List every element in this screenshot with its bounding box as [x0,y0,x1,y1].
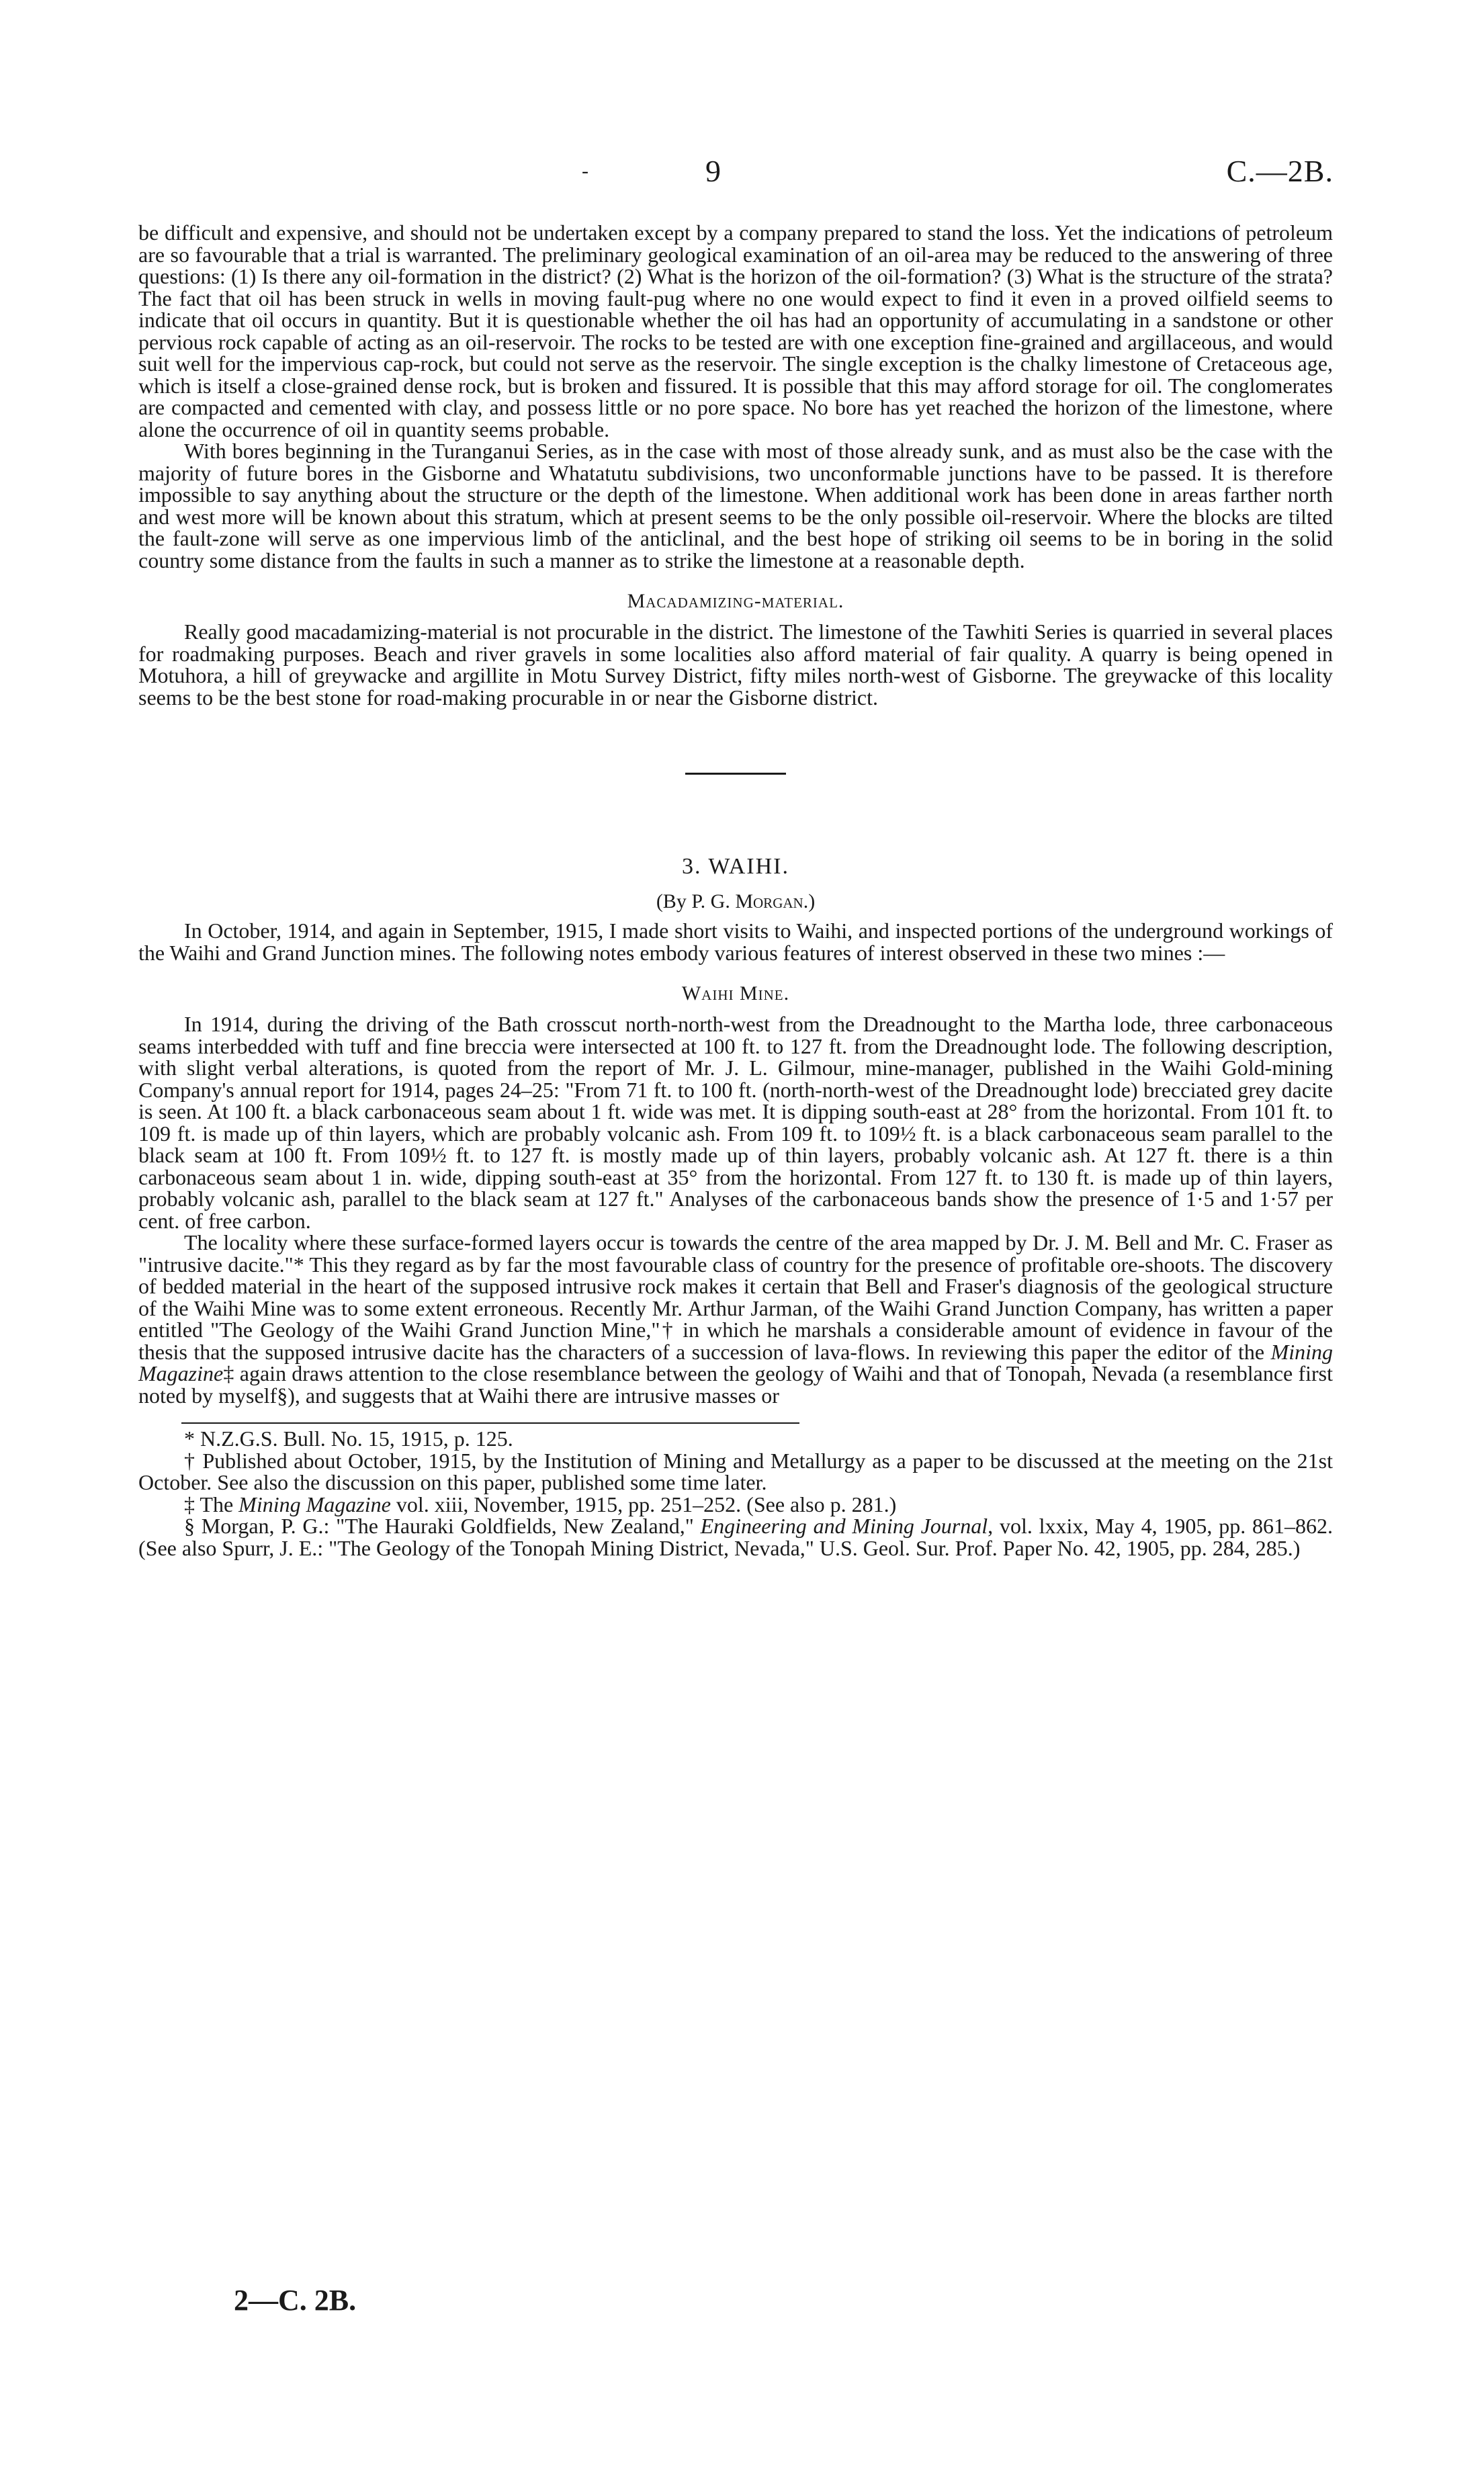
byline-suffix: .) [803,890,816,912]
document-reference: C.—2B. [1226,154,1334,188]
paragraph-intrusive-dacite [138,1232,1333,1406]
paragraph-macadamizing: Really good macadamizing-material is not procurable in the district. The limestone of the Tawhiti Series is quarried in several places for roadmaking purposes. Beach and river gravels in some localities also afford material of fair quality. A quarry is being opened in Motuhora, a hill of greywacke and argillite in Motu Survey District, fifty miles north-west of Gisborne. The greywacke of this locality seems to be the best stone for road-making procurable in or near the Gisborne district. [138,619,1333,710]
paragraph-bores: With bores beginning in the Turanganui Series, as in the case with most of those already sunk, and as must also be the case with the majority of future bores in the Gisborne and Whatatutu subdivisions, two unconformable junctions have to be passed. It is therefore impossible to say anything about the structure or the depth of the limestone. When additional work has been done in areas farther north and west more will be known about this stratum, which at present seems to be the only possible oil-reservoir. Where the blocks are tilted the fault-zone will serve as one impervious limb of the anticlinal, and the best hope of striking oil seems to be in boring in the solid country some distance from the faults in such a manner as to strike the limestone at a reasonable depth. [138,439,1333,572]
footnote-journal-title: Engineering and Mining Journal [700,1514,988,1538]
paragraph-waihi-intro: In October, 1914, and again in September, 1915, I made short visits to Waihi, and inspected portions of the underground workings of the Waihi and Grand Junction mines. The following notes embody various features of interest observed in these two mines :— [138,918,1333,965]
footnote-3 [138,1494,1333,1516]
footnote-2: † Published about October, 1915, by the Institution of Mining and Metallurgy as a paper to be discussed at the meeting on the 21st October. See also the discussion on this paper, published some time later. [138,1448,1333,1494]
paragraph-petroleum-continued: be difficult and expensive, and should not be undertaken except by a company prepared to stand the loss. Yet the indications of petroleum are so favourable that a trial is warranted. The preliminary geological examination of an oil-area may be reduced to the answering of three questions: (1) Is there any oil-formation in the district? (2) What is the horizon of the oil-formation? (3) What is the structure of the strata? The fact that oil has been struck in wells in moving fault-pug where no one would expect to find it even in a proved oilfield seems to indicate that oil occurs in quantity. But it is questionable whether the oil has had an opportunity of accumulating in a sandstone or other pervious rock capable of acting as an oil-reservoir. The rocks to be tested are with one exception fine-grained and argillaceous, and would suit well for the impervious cap-rock, but could not serve as the reservoir. The single exception is the chalky limestone of Cretaceous age, which is itself a close-grained dense rock, but is broken and fissured. It is possible that this may afford storage for oil. The conglomerates are compacted and cemented with clay, and possess little or no pore space. No bore has yet reached the horizon of the limestone, where alone the occurrence of oil in quantity seems probable. [138,220,1333,441]
header-mark: - [582,160,588,182]
byline-prefix: (By P. G. [656,890,736,912]
footnote-text-part: ‡ The [184,1492,239,1516]
footnote-divider [181,1422,799,1424]
footnote-text-part: vol. xiii, November, 1915, pp. 251–252. (See also p. 281.) [390,1492,897,1516]
byline-author: Morgan [735,890,803,912]
footnote-text-part: § Morgan, P. G.: "The Hauraki Goldfields, New Zealand," [184,1514,701,1538]
section-heading-macadamizing: Macadamizing-material. [627,590,844,612]
footnote-4 [138,1515,1333,1559]
paragraph-bath-crosscut: In 1914, during the driving of the Bath crosscut north-north-west from the Dreadnought to the Martha lode, three carbonaceous seams interbedded with tuff and fine breccia were intersected at 100 ft. to 127 ft. from the Dreadnought lode. The following description, with slight verbal alterations, is quoted from the report of Mr. J. L. Gilmour, mine-manager, published in the Waihi Gold-mining Company's annual report for 1914, pages 24–25: "From 71 ft. to 100 ft. (north-north-west of the Dreadnought lode) brecciated grey dacite is seen. At 100 ft. a black carbonaceous seam about 1 ft. wide was met. It is dipping south-east at 28° from the horizontal. From 101 ft. to 109 ft. is made up of thin layers, which are probably volcanic ash. From 109 ft. to 109½ ft. is a black carbonaceous seam parallel to the black seam at 100 ft. From 109½ ft. to 127 ft. is mostly made up of thin layers, probably volcanic ash. At 127 ft. there is a thin carbonaceous seam about 1 in. wide, dipping south-east at 35° from the horizontal. From 127 ft. to 130 ft. is made up of thin layers, probably volcanic ash, parallel to the black seam at 127 ft." Analyses of the carbonaceous bands show the presence of 1·5 and 1·57 per cent. of free carbon. [138,1012,1333,1233]
section-divider [685,773,786,775]
footnote-1: * N.Z.G.S. Bull. No. 15, 1915, p. 125. [184,1426,513,1451]
author-byline [138,890,1333,913]
footnote-text-part: , vol. lxxix, May 4, 1905, pp. 861–862. (See also Spurr, J. E.: "The Geology of the Tonopah Mining District, Nevada," U.S. Geol. Sur. Prof. Paper No. 42, 1905, pp. 284, 285.) [138,1514,1334,1560]
journal-title: Mining Magazine [138,1339,1333,1385]
page-header [0,153,1484,194]
paragraph-text-part: The locality where these surface-formed layers occur is towards the centre of the area mapped by Dr. J. M. Bell and Mr. C. Fraser as "intrusive dacite."* This they regard as by far the most favourable class of country for the presence of profitable ore-shoots. The discovery of bedded material in the heart of the supposed intrusive rock makes it certain that Bell and Fraser's diagnosis of the geological structure of the Waihi Mine was to some extent erroneous. Recently Mr. Arthur Jarman, of the Waihi Grand Junction Company, has written a paper entitled "The Geology of the Waihi Grand Junction Mine,"† in which he marshals a considerable amount of evidence in favour of the thesis that the supposed intrusive dacite has the characters of a succession of lava-flows. In reviewing this paper the editor of the [138,1230,1333,1364]
signature-mark: 2—C. 2B. [234,2284,357,2317]
footnote-journal-title: Mining Magazine [238,1492,391,1516]
page-number: 9 [705,154,721,188]
page-body [138,222,1333,1559]
footnotes [138,1428,1333,1559]
section-heading-waihi-mine: Waihi Mine. [681,982,790,1004]
section-title-waihi: 3. WAIHI. [682,854,789,879]
paragraph-text-part: ‡ again draws attention to the close resemblance between the geology of Waihi and that of Tonopah, Nevada (a resemblance first noted by myself§), and suggests that at Waihi there are intrusive masses or [138,1361,1333,1408]
